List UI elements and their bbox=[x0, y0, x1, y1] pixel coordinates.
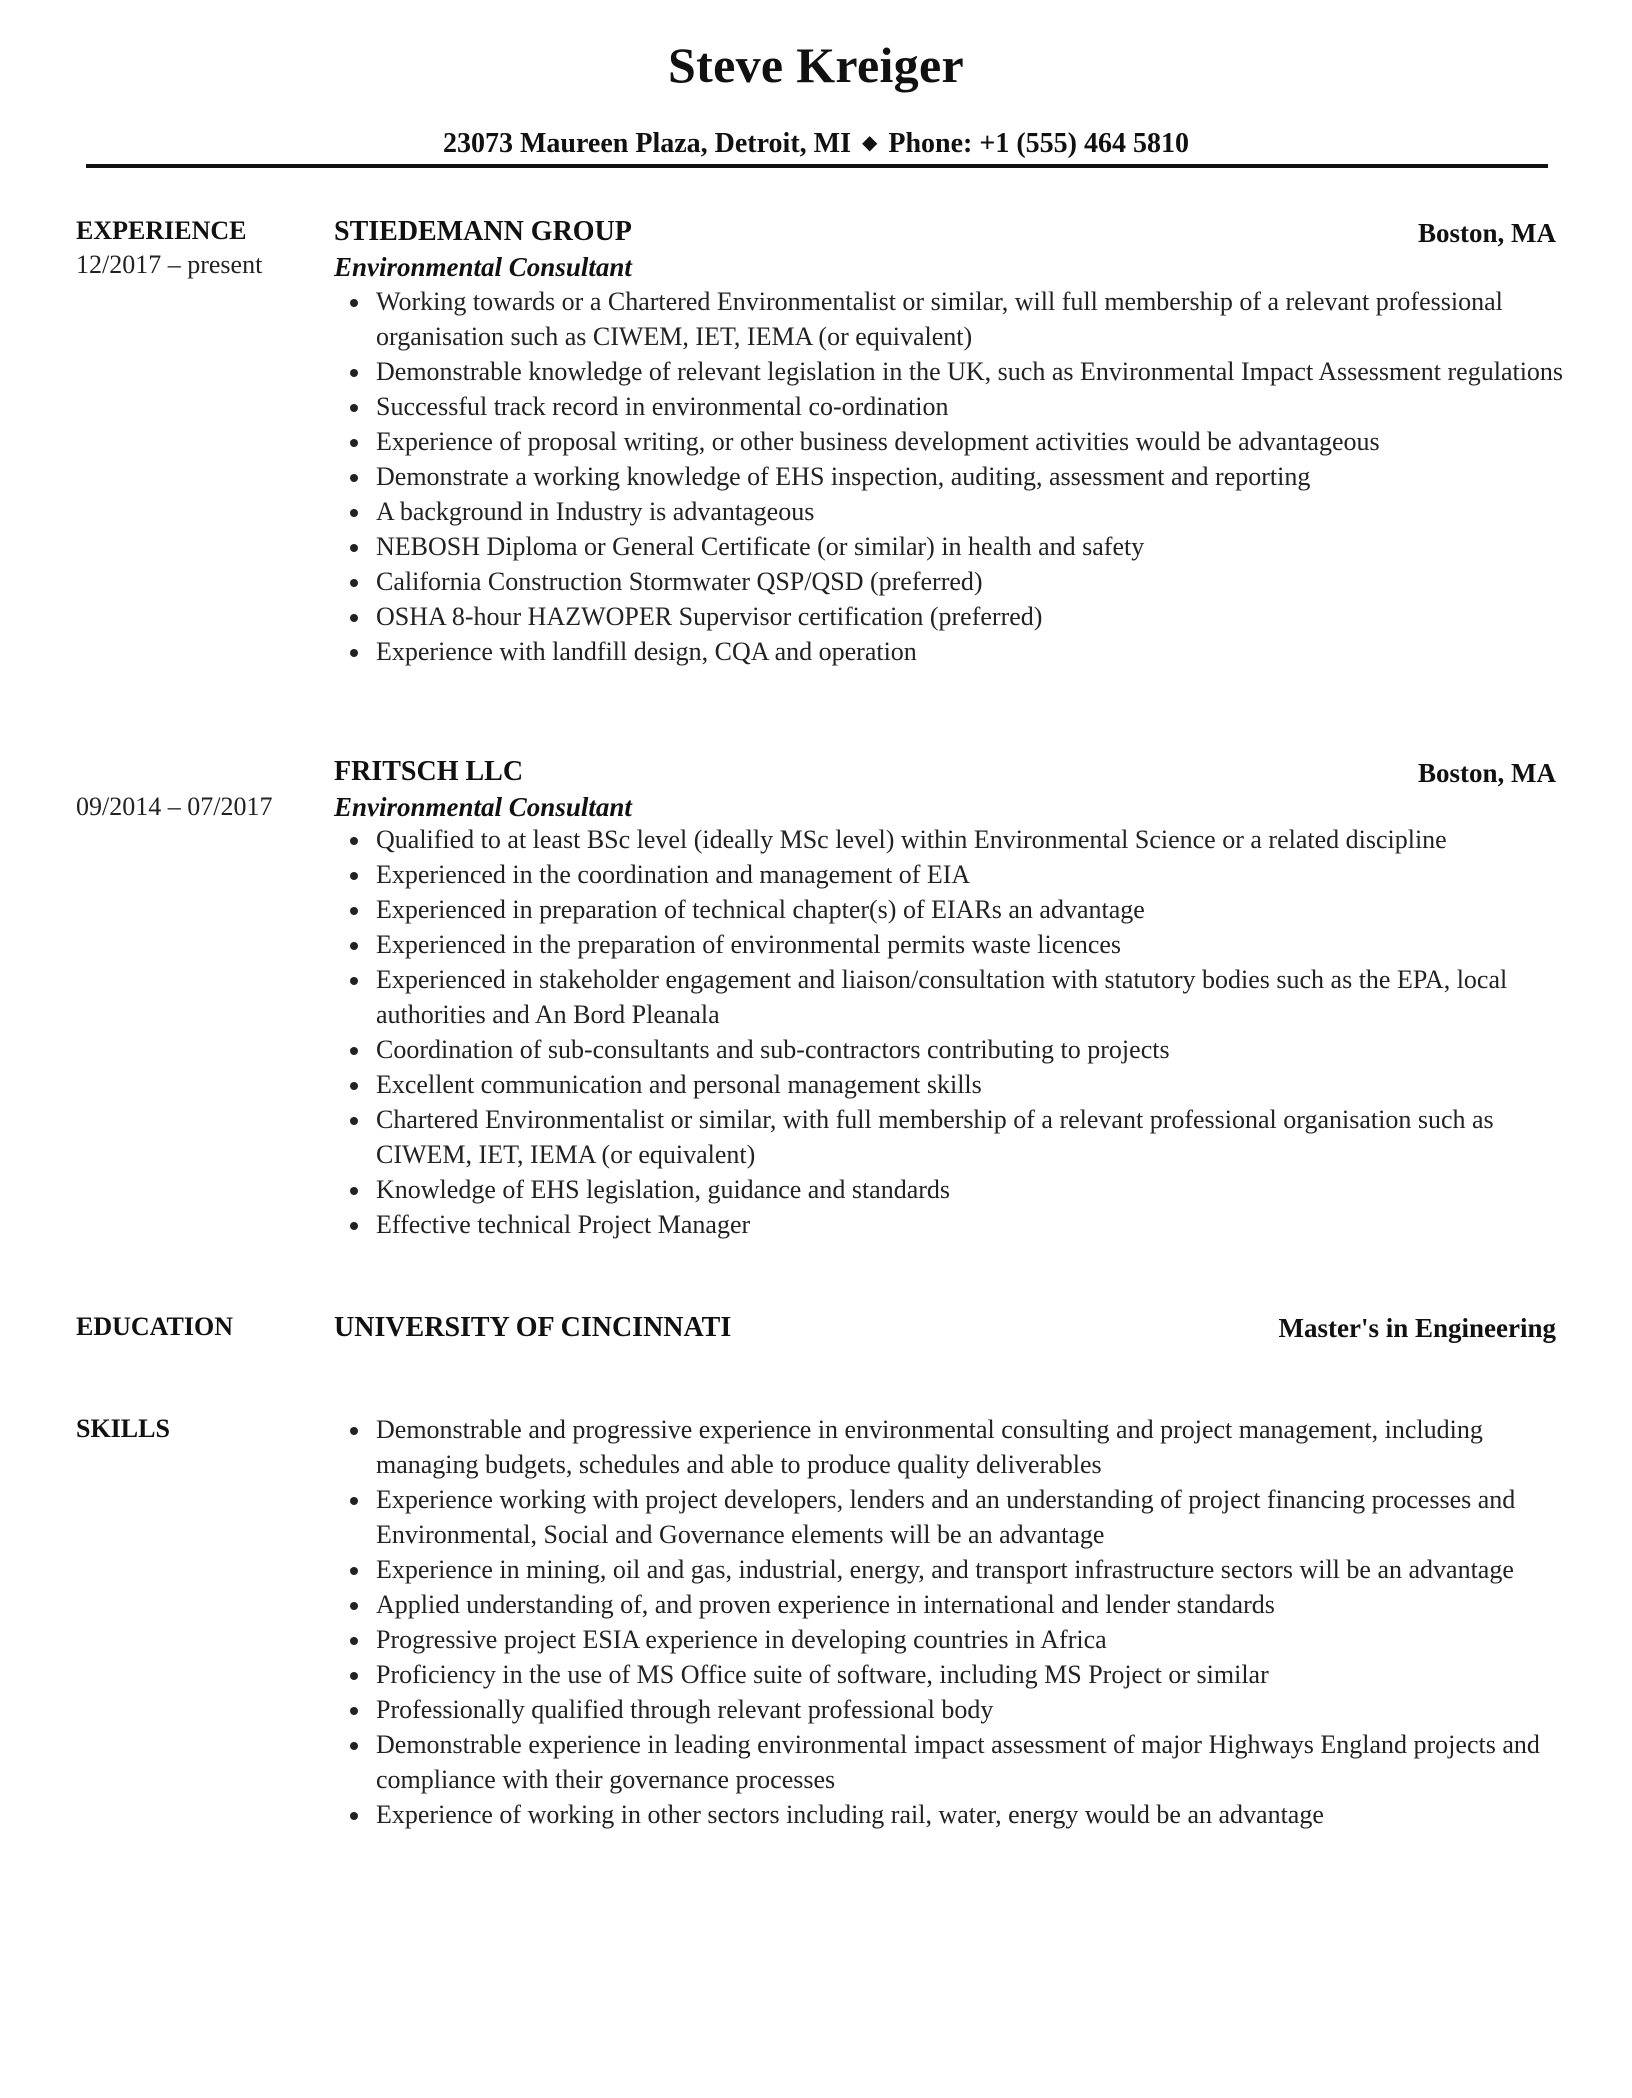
education-degree: Master's in Engineering bbox=[1278, 1313, 1556, 1343]
list-item: Professionally qualified through relevant professional body bbox=[334, 1692, 1564, 1727]
list-item: Experienced in preparation of technical chapter(s) of EIARs an advantage bbox=[334, 892, 1564, 927]
list-item: NEBOSH Diploma or General Certificate (or similar) in health and safety bbox=[334, 529, 1564, 564]
diamond-separator-icon: ◆ bbox=[861, 132, 878, 154]
list-item: Experience of proposal writing, or other business development activities would be advantageous bbox=[334, 424, 1564, 459]
job-company: FRITSCH LLC bbox=[334, 756, 524, 787]
candidate-name: Steve Kreiger bbox=[668, 37, 964, 93]
list-item: Demonstrable experience in leading environmental impact assessment of major Highways England projects and compliance with their governance processes bbox=[334, 1727, 1564, 1797]
list-item: California Construction Stormwater QSP/QSD (preferred) bbox=[334, 564, 1564, 599]
list-item: Experience working with project developers, lenders and an understanding of project financing processes and Environmental, Social and Governance elements will be an advantage bbox=[334, 1482, 1564, 1552]
job-dates: 09/2014 – 07/2017 bbox=[76, 792, 273, 821]
list-item: Demonstrate a working knowledge of EHS inspection, auditing, assessment and reporting bbox=[334, 459, 1564, 494]
header-divider bbox=[86, 164, 1548, 168]
list-item: Applied understanding of, and proven experience in international and lender standards bbox=[334, 1587, 1564, 1622]
job-title: Environmental Consultant bbox=[334, 252, 632, 282]
list-item: Working towards or a Chartered Environmentalist or similar, will full membership of a relevant professional organisation such as CIWEM, IET, IEMA (or equivalent) bbox=[334, 284, 1564, 354]
address: 23073 Maureen Plaza, Detroit, MI bbox=[443, 128, 851, 159]
job-title: Environmental Consultant bbox=[334, 792, 632, 822]
list-item: Knowledge of EHS legislation, guidance and standards bbox=[334, 1172, 1564, 1207]
list-item: Experience of working in other sectors including rail, water, energy would be an advantage bbox=[334, 1797, 1564, 1832]
skills-bullets bbox=[334, 1412, 1564, 1832]
skills-heading: SKILLS bbox=[76, 1414, 170, 1443]
list-item: Demonstrable knowledge of relevant legislation in the UK, such as Environmental Impact Assessment regulations bbox=[334, 354, 1564, 389]
job-location: Boston, MA bbox=[1417, 218, 1556, 248]
list-item: Experience with landfill design, CQA and operation bbox=[334, 634, 1564, 669]
list-item: Successful track record in environmental co-ordination bbox=[334, 389, 1564, 424]
list-item: Excellent communication and personal management skills bbox=[334, 1067, 1564, 1102]
job-company: STIEDEMANN GROUP bbox=[334, 216, 632, 247]
list-item: Experienced in the coordination and management of EIA bbox=[334, 857, 1564, 892]
list-item: Experienced in stakeholder engagement and liaison/consultation with statutory bodies such as the EPA, local authorities and An Bord Pleanala bbox=[334, 962, 1564, 1032]
list-item: Experience in mining, oil and gas, industrial, energy, and transport infrastructure sectors will be an advantage bbox=[334, 1552, 1564, 1587]
list-item: Effective technical Project Manager bbox=[334, 1207, 1564, 1242]
list-item: Chartered Environmentalist or similar, with full membership of a relevant professional organisation such as CIWEM, IET, IEMA (or equivalent) bbox=[334, 1102, 1564, 1172]
job-bullets bbox=[334, 284, 1564, 669]
list-item: Coordination of sub-consultants and sub-contractors contributing to projects bbox=[334, 1032, 1564, 1067]
list-item: Qualified to at least BSc level (ideally MSc level) within Environmental Science or a related discipline bbox=[334, 822, 1564, 857]
education-heading: EDUCATION bbox=[76, 1312, 233, 1341]
contact-line bbox=[0, 128, 1632, 160]
job-bullets bbox=[334, 822, 1564, 1242]
job-dates: 12/2017 – present bbox=[76, 250, 263, 279]
job-location: Boston, MA bbox=[1417, 758, 1556, 788]
list-item: Experienced in the preparation of environmental permits waste licences bbox=[334, 927, 1564, 962]
list-item: Demonstrable and progressive experience in environmental consulting and project management, including managing budgets, schedules and able to produce quality deliverables bbox=[334, 1412, 1564, 1482]
list-item: OSHA 8-hour HAZWOPER Supervisor certification (preferred) bbox=[334, 599, 1564, 634]
experience-heading: EXPERIENCE bbox=[76, 216, 247, 245]
education-school: UNIVERSITY OF CINCINNATI bbox=[334, 1312, 732, 1343]
list-item: Progressive project ESIA experience in developing countries in Africa bbox=[334, 1622, 1564, 1657]
list-item: Proficiency in the use of MS Office suite of software, including MS Project or similar bbox=[334, 1657, 1564, 1692]
list-item: A background in Industry is advantageous bbox=[334, 494, 1564, 529]
phone: Phone: +1 (555) 464 5810 bbox=[888, 128, 1189, 159]
